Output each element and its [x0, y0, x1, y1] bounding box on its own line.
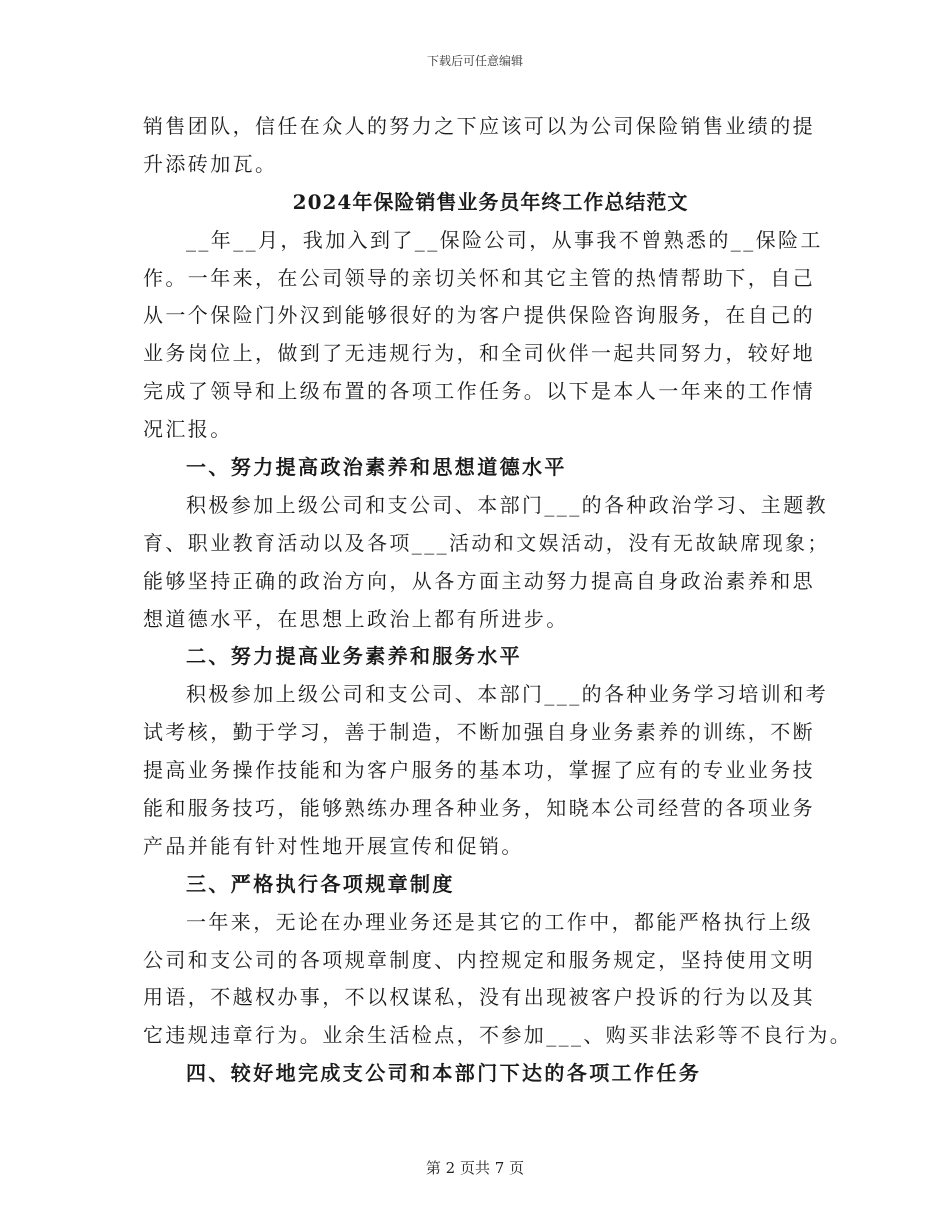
paragraph-first-line: 积极参加上级公司和支公司、本部门___的各种业务学习培训和考	[186, 682, 828, 707]
page-header: 下载后可任意编辑	[426, 54, 523, 68]
body-line: 况汇报。	[143, 417, 233, 442]
section-heading-2: 二、努力提高业务素养和服务水平	[186, 644, 522, 669]
body-line: 它违规违章行为。业余生活检点，不参加___、购买非法彩等不良行为。	[143, 1023, 853, 1048]
paragraph-first-line: 一年来，无论在办理业务还是其它的工作中，都能严格执行上级	[186, 909, 814, 934]
body-line: 从一个保险门外汉到能够很好的为客户提供保险咨询服务，在自己的	[143, 303, 815, 328]
body-line: 育、职业教育活动以及各项___活动和文娱活动，没有无故缺席现象；	[143, 530, 830, 555]
body-line: 提高业务操作技能和为客户服务的基本功，掌握了应有的专业业务技	[143, 758, 815, 783]
body-line: 用语，不越权办事，不以权谋私，没有出现被客户投诉的行为以及其	[143, 985, 815, 1010]
body-line: 业务岗位上，做到了无违规行为，和全司伙伴一起共同努力，较好地	[143, 341, 815, 366]
body-line: 作。一年来，在公司领导的亲切关怀和其它主管的热情帮助下，自己	[143, 265, 815, 290]
section-heading-1: 一、努力提高政治素养和思想道德水平	[186, 455, 567, 480]
section-heading-3: 三、严格执行各项规章制度	[186, 871, 455, 896]
page-footer: 第 2 页共 7 页	[425, 1159, 525, 1177]
body-line: 能够坚持正确的政治方向，从各方面主动努力提高自身政治素养和思	[143, 568, 815, 593]
document-title: 2024年保险销售业务员年终工作总结范文	[292, 189, 689, 214]
body-line: 销售团队，信任在众人的努力之下应该可以为公司保险销售业绩的提	[143, 114, 815, 138]
paragraph-first-line: __年__月，我加入到了__保险公司，从事我不曾熟悉的__保险工	[186, 227, 823, 252]
body-line: 公司和支公司的各项规章制度、内控规定和服务规定，坚持使用文明	[143, 947, 815, 972]
body-line: 试考核，勤于学习，善于制造，不断加强自身业务素养的训练，不断	[143, 720, 815, 745]
body-line: 产品并能有针对性地开展宣传和促销。	[143, 833, 524, 858]
body-line: 能和服务技巧，能够熟练办理各种业务，知晓本公司经营的各项业务	[143, 796, 815, 821]
section-heading-4: 四、较好地完成支公司和本部门下达的各项工作任务	[186, 1061, 702, 1086]
body-line: 完成了领导和上级布置的各项工作任务。以下是本人一年来的工作情	[143, 379, 815, 404]
body-line: 升添砖加瓦。	[143, 151, 278, 176]
body-line: 想道德水平，在思想上政治上都有所进步。	[143, 606, 569, 631]
paragraph-first-line: 积极参加上级公司和支公司、本部门___的各种政治学习、主题教	[186, 492, 828, 517]
document-body	[143, 108, 853, 1093]
